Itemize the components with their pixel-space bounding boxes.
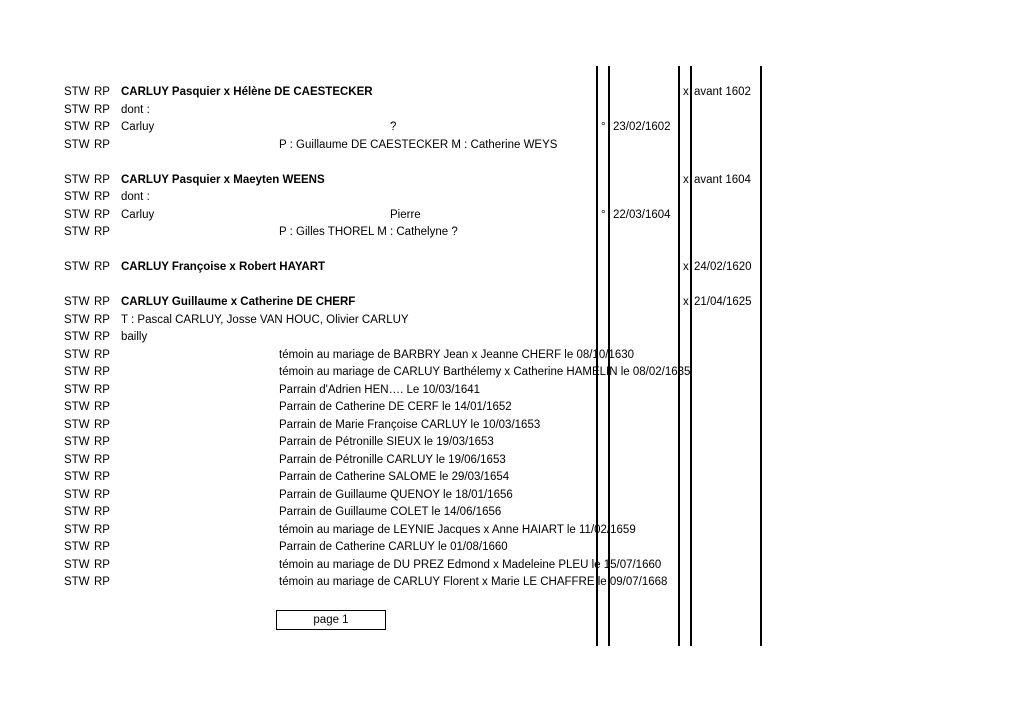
cell-stw: STW xyxy=(64,541,90,553)
cell-stw: STW xyxy=(64,401,90,413)
cell-stw: STW xyxy=(64,103,90,116)
cell-marriage-date: 24/02/1620 xyxy=(694,261,752,273)
cell-stw: STW xyxy=(64,173,90,186)
cell-stw: STW xyxy=(64,296,90,308)
cell-rp: RP xyxy=(94,401,110,413)
cell-detail: Parrain de Catherine SALOME le 29/03/1654 xyxy=(279,471,510,483)
table-row xyxy=(0,382,1024,400)
table-row xyxy=(0,574,1024,592)
table-row xyxy=(0,312,1024,330)
cell-name: Carluy xyxy=(121,121,155,133)
cell-detail: Parrain de Catherine CARLUY le 01/08/1660 xyxy=(279,541,508,553)
cell-stw: STW xyxy=(64,261,90,273)
cell-rp: RP xyxy=(94,313,110,326)
cell-stw: STW xyxy=(64,366,90,378)
cell-firstname: Pierre xyxy=(390,208,421,221)
cell-rp: RP xyxy=(94,191,110,203)
cell-detail: témoin au mariage de BARBRY Jean x Jeanne CHERF le 08/10/1630 xyxy=(279,348,635,361)
cell-rp: RP xyxy=(94,506,110,518)
cell-name: T : Pascal CARLUY, Josse VAN HOUC, Olivier CARLUY xyxy=(121,313,409,326)
cell-detail: Parrain de Pétronille SIEUX le 19/03/1653 xyxy=(279,436,494,448)
cell-rp: RP xyxy=(94,366,110,378)
cell-rp: RP xyxy=(94,418,110,431)
cell-marriage-date: 21/04/1625 xyxy=(694,296,752,308)
cell-name: CARLUY Guillaume x Catherine DE CHERF xyxy=(121,296,356,308)
cell-birth-date: 23/02/1602 xyxy=(613,121,671,133)
cell-detail: Parrain de Guillaume COLET le 14/06/1656 xyxy=(279,506,502,518)
table-row xyxy=(0,434,1024,452)
cell-birth-mark: ° xyxy=(601,121,606,133)
table-row xyxy=(0,347,1024,365)
table-row xyxy=(0,119,1024,137)
cell-rp: RP xyxy=(94,541,110,553)
cell-detail: Parrain de Marie Françoise CARLUY le 10/03/1653 xyxy=(279,418,541,431)
cell-stw: STW xyxy=(64,226,90,238)
cell-stw: STW xyxy=(64,208,90,221)
cell-rp: RP xyxy=(94,523,110,536)
cell-name: dont : xyxy=(121,103,150,116)
cell-marriage-mark: x xyxy=(683,86,689,98)
cell-marriage-date: avant 1602 xyxy=(694,86,751,98)
blank-row xyxy=(0,242,1024,260)
table-row xyxy=(0,259,1024,277)
cell-detail: Parrain de Guillaume QUENOY le 18/01/1656 xyxy=(279,488,513,501)
cell-name: dont : xyxy=(121,191,150,203)
cell-stw: STW xyxy=(64,523,90,536)
table-row xyxy=(0,504,1024,522)
cell-rp: RP xyxy=(94,138,110,151)
cell-stw: STW xyxy=(64,506,90,518)
cell-stw: STW xyxy=(64,488,90,501)
table-row xyxy=(0,364,1024,382)
cell-detail: témoin au mariage de LEYNIE Jacques x Anne HAIART le 11/02/1659 xyxy=(279,523,636,536)
cell-rp: RP xyxy=(94,103,110,116)
cell-rp: RP xyxy=(94,296,110,308)
table-row xyxy=(0,294,1024,312)
cell-rp: RP xyxy=(94,121,110,133)
cell-name: Carluy xyxy=(121,208,155,221)
cell-name: CARLUY Pasquier x Maeyten WEENS xyxy=(121,173,325,186)
cell-rp: RP xyxy=(94,86,110,98)
cell-rp: RP xyxy=(94,558,110,571)
cell-rp: RP xyxy=(94,383,110,396)
cell-rp: RP xyxy=(94,576,110,588)
cell-stw: STW xyxy=(64,86,90,98)
cell-stw: STW xyxy=(64,471,90,483)
page-label: page 1 xyxy=(276,610,386,630)
table-row xyxy=(0,329,1024,347)
cell-rp: RP xyxy=(94,208,110,221)
cell-marriage-mark: x xyxy=(683,173,689,186)
cell-stw: STW xyxy=(64,121,90,133)
cell-detail: P : Guillaume DE CAESTECKER M : Catherine WEYS xyxy=(279,138,558,151)
cell-rp: RP xyxy=(94,453,110,466)
table-row xyxy=(0,557,1024,575)
blank-row xyxy=(0,277,1024,295)
cell-rp: RP xyxy=(94,436,110,448)
cell-detail: Parrain d'Adrien HEN…. Le 10/03/1641 xyxy=(279,383,481,396)
table-row xyxy=(0,137,1024,155)
cell-birth-date: 22/03/1604 xyxy=(613,208,671,221)
cell-rp: RP xyxy=(94,173,110,186)
table-row xyxy=(0,469,1024,487)
cell-stw: STW xyxy=(64,383,90,396)
cell-detail: P : Gilles THOREL M : Cathelyne ? xyxy=(279,226,458,238)
table-row xyxy=(0,189,1024,207)
cell-stw: STW xyxy=(64,331,90,343)
cell-rp: RP xyxy=(94,488,110,501)
cell-stw: STW xyxy=(64,436,90,448)
cell-marriage-date: avant 1604 xyxy=(694,173,751,186)
table-row xyxy=(0,452,1024,470)
table-row xyxy=(0,172,1024,190)
cell-name: CARLUY Pasquier x Hélène DE CAESTECKER xyxy=(121,86,373,98)
table-row xyxy=(0,207,1024,225)
cell-detail: témoin au mariage de CARLUY Florent x Marie LE CHAFFRE le 09/07/1668 xyxy=(279,576,668,588)
table-row xyxy=(0,84,1024,102)
cell-firstname: ? xyxy=(390,121,397,133)
cell-stw: STW xyxy=(64,348,90,361)
cell-stw: STW xyxy=(64,453,90,466)
cell-name: CARLUY Françoise x Robert HAYART xyxy=(121,261,326,273)
cell-birth-mark: ° xyxy=(601,208,606,221)
cell-stw: STW xyxy=(64,576,90,588)
cell-name: bailly xyxy=(121,331,148,343)
table-row xyxy=(0,417,1024,435)
cell-rp: RP xyxy=(94,226,110,238)
table-row xyxy=(0,102,1024,120)
cell-rp: RP xyxy=(94,331,110,343)
table-row xyxy=(0,224,1024,242)
cell-stw: STW xyxy=(64,418,90,431)
register-entries xyxy=(0,84,1024,592)
blank-row xyxy=(0,154,1024,172)
cell-rp: RP xyxy=(94,348,110,361)
cell-detail: Parrain de Catherine DE CERF le 14/01/1652 xyxy=(279,401,512,413)
cell-rp: RP xyxy=(94,261,110,273)
cell-detail: témoin au mariage de DU PREZ Edmond x Madeleine PLEU le 15/07/1660 xyxy=(279,558,662,571)
cell-marriage-mark: x xyxy=(683,296,689,308)
cell-rp: RP xyxy=(94,471,110,483)
cell-stw: STW xyxy=(64,191,90,203)
cell-stw: STW xyxy=(64,138,90,151)
cell-stw: STW xyxy=(64,313,90,326)
table-row xyxy=(0,522,1024,540)
cell-marriage-mark: x xyxy=(683,261,689,273)
table-row xyxy=(0,399,1024,417)
cell-detail: témoin au mariage de CARLUY Barthélemy x Catherine HAMELIN le 08/02/1635 xyxy=(279,366,691,378)
cell-stw: STW xyxy=(64,558,90,571)
cell-detail: Parrain de Pétronille CARLUY le 19/06/1653 xyxy=(279,453,506,466)
table-row xyxy=(0,539,1024,557)
table-row xyxy=(0,487,1024,505)
